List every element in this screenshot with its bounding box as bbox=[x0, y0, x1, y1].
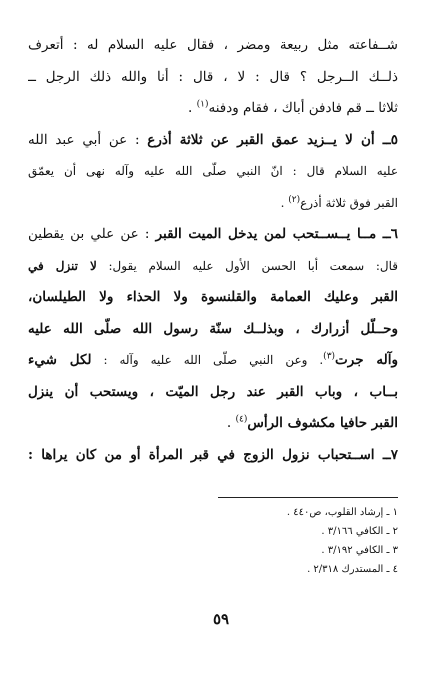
text-line-3: ثلاثا ــ قم فادفن أباك ، فقام ودفنه$^{(١)}$ . bbox=[187, 99, 398, 116]
text-line-13: القبر حافيا مكشوف الرأس$^{(٤)}$ . bbox=[226, 414, 398, 431]
text-line-10: وحــلّل أزرارك ، وبذلــك سنّة رسول الله صلّى الله عليه bbox=[28, 320, 398, 337]
footnote-ref-1: (١) bbox=[196, 99, 209, 110]
footnote-ref-3: (٣) bbox=[323, 351, 336, 362]
text-line-9: القبر وعليك العمامة والقلنسوة ولا الحذاء ولا الطيلسان، bbox=[28, 289, 398, 305]
footnotes bbox=[28, 503, 398, 579]
footnote-2: ٢ ـ الكافي ٣/١٦٦ . bbox=[321, 526, 398, 537]
item-6-title: ٦ــ مــا يــســتحب لمن يدخل الميت القبر bbox=[155, 226, 398, 242]
heading-item-7: ٧ــ اســتحباب نزول الزوج في قبر المرأة أو من كان يراها : bbox=[28, 446, 398, 463]
text-line-2: ذلــك الــرجل ؟ قال : لا ، قال : أنا والله ذلك الرجل ــ bbox=[28, 68, 398, 85]
body-text bbox=[28, 30, 398, 471]
text-line-11: وآله جرت$^{(٣)}$. وعن النبي صلّى الله عليه وآله : لكل شيء bbox=[28, 351, 398, 368]
text-line-8: قال: سمعت أبا الحسن الأول عليه السلام يقول: لا تنزل في bbox=[28, 258, 398, 273]
footnote-4: ٤ ـ المستدرك ٢/٣١٨ . bbox=[307, 564, 398, 575]
footnote-ref-2: (٢) bbox=[288, 194, 301, 205]
footnote-1: ١ ـ إرشاد القلوب، ص٤٤٠ . bbox=[286, 507, 398, 518]
footnote-ref-4: (٤) bbox=[235, 414, 248, 425]
footnote-divider bbox=[218, 497, 398, 498]
text-line-12: بــاب ، وباب القبر عند رجل الميّت ، ويستحب أن ينزل bbox=[28, 383, 398, 400]
heading-item-5: ٥ــ أن لا يــزيد عمق القبر عن ثلاثة أذرع : عن أبي عبد الله bbox=[28, 131, 398, 148]
text-line-6: القبر فوق ثلاثة أذرع$^{(٢)}$ . bbox=[280, 194, 398, 210]
footnote-3: ٣ ـ الكافي ٣/١٩٢ . bbox=[321, 545, 398, 556]
text-line-1: شــفاعته مثل ربيعة ومضر ، فقال عليه السلام له : أتعرف bbox=[28, 37, 398, 53]
heading-item-6: ٦ــ مــا يــســتحب لمن يدخل الميت القبر : عن علي بن يقطين bbox=[28, 226, 398, 242]
text-line-5: عليه السلام قال : انّ النبي صلّى الله عليه وآله نهى أن يعمّق bbox=[28, 164, 398, 178]
page-number: ٥٩ bbox=[212, 610, 230, 628]
item-5-title: ٥ــ أن لا يــزيد عمق القبر عن ثلاثة أذرع bbox=[147, 131, 398, 148]
